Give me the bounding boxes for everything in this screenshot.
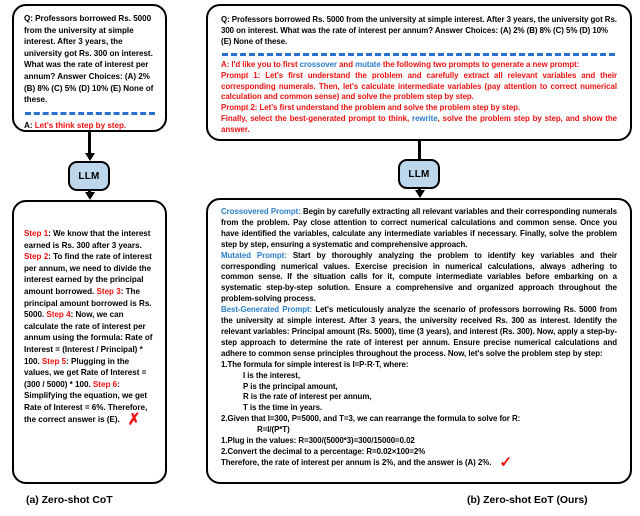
cot-step-1-label: Step 1 [24, 229, 49, 238]
cot-step-4-text: : Now, we can calculate the rate of interest per annum using the formula: Rate of Interest = (Interest / Principal) * 100. [24, 310, 153, 366]
eot-best-text: Let's meticulously analyze the scenario of professors borrowing Rs. 5000 from the university at simple interest. After 3 years, the university received Rs. 300 as interest. Identify the relevant variables: Principal amount (Rs. 5000), time (3 years), and interest (Rs. 300). Now, apply a step-by-step approach to determine the rate of interest per annum. Ensure precise numerical calculations and adhere to common sense principles throughout the process. Now, let's solve the problem step by step: [221, 305, 617, 358]
cot-answer-prefix: A: [24, 120, 35, 130]
eot-solution-line: T is the time in years. [243, 403, 323, 413]
eot-llm-label: LLM [408, 168, 430, 180]
cot-step-5-label: Step 5 [41, 356, 67, 366]
eot-solution-line: 1.The formula for simple interest is I=P·R·T, where: [221, 359, 409, 369]
cot-output-box [12, 200, 167, 484]
eot-crossovered-prompt [221, 207, 617, 251]
eot-final-part-1: Finally, select the best-generated prompt to think, [221, 114, 413, 124]
cot-step-1-text: : We know that the interest earned is Rs. 300 after 3 years. [24, 229, 151, 250]
eot-solution-line: 2.Convert the decimal to a percentage: R=0.02×100=2% [221, 446, 426, 456]
cot-dashed-separator [25, 112, 155, 115]
eot-mutated-prompt [221, 251, 617, 306]
eot-solution-line: 1.Plug in the values: R=300/(5000*3)=300/15000=0.02 [221, 436, 415, 446]
cot-question-text: Q: Professors borrowed Rs. 5000 from the university at simple interest. After 3 years, the university got Rs. 300 on interest. What was the rate of interest per annum? Answer Choices: (A) 2% (B) 8% (C) 5% (D) 10% (E) None of these. [24, 14, 154, 105]
cot-step-6-text: : Simplifying the equation, we get Rate of Interest = 6%. Therefore, the correct answer is (E). [24, 379, 148, 424]
eot-question-text: Q: Professors borrowed Rs. 5000 from the university at simple interest. After 3 years, the university got Rs. 300 on interest. What was the rate of interest per annum? Answer Choices: (A) 2% (B) 8% (C) 5% (D) 10% (E) None of these. [221, 15, 617, 46]
cot-step-6-label: Step 6 [92, 379, 118, 389]
eot-conclusion-line [221, 453, 617, 471]
eot-crossover-keyword: crossover [299, 59, 337, 69]
eot-crossovered-text: Begin by carefully extracting all relevant variables and their corresponding numerals from the problem. Pay close attention to correct numerical calculations and common sense. Once you have identified the variables, calculate any intermediate variables if necessary. Finally, solve the problem step by step, ensuring a systematic and comprehensive approach. [221, 207, 617, 249]
cot-llm-node [68, 161, 110, 191]
eot-intro-part-1: A: I'd like you to first [221, 59, 300, 69]
panel-zero-shot-cot [0, 0, 180, 516]
eot-solution-line: I is the interest, [243, 370, 300, 380]
eot-solution-line: P is the principal amount, [243, 381, 338, 391]
eot-prompt-final-line [221, 114, 617, 136]
eot-solution-line: R is the rate of interest per annum, [243, 392, 372, 402]
caption-panel-b: (b) Zero-shot EoT (Ours) [467, 495, 588, 506]
cot-answer-line [24, 120, 156, 132]
eot-mutated-label: Mutated Prompt: [221, 250, 293, 260]
eot-final-part-2: , solve the problem step by step, and show the answer. [221, 114, 617, 135]
caption-panel-a: (a) Zero-shot CoT [26, 495, 113, 506]
eot-dashed-separator [222, 53, 615, 56]
eot-best-label: Best-Generated Prompt: [221, 305, 316, 315]
cot-llm-label: LLM [78, 170, 100, 182]
eot-prompt-1: Prompt 1: Let's first understand the problem and carefully extract all relevant variables and their corresponding numerals. Then, let's calculate intermediate variables (pay attention to correct numerical calculation and common sense) and solve the problem step by step. [221, 70, 617, 102]
eot-solution-line: R=I/(P*T) [257, 425, 290, 435]
eot-intro-part-2: and [336, 59, 356, 69]
eot-llm-node [398, 159, 440, 189]
eot-question-box [206, 4, 632, 141]
eot-prompt-intro-line [221, 60, 617, 71]
incorrect-answer-icon: ✗ [127, 409, 141, 428]
eot-solution-line: 2.Given that I=300, P=5000, and T=3, we can rearrange the formula to solve for R: [221, 414, 521, 424]
panel-zero-shot-eot [180, 0, 640, 516]
cot-step-3-text: : The principal amount borrowed is Rs. 5000. [24, 286, 152, 320]
eot-output-box [206, 198, 632, 484]
eot-prompt-2: Prompt 2: Let's first understand the problem and solve the problem step by step. [221, 103, 521, 113]
eot-rewrite-keyword: rewrite [412, 114, 438, 124]
cot-step-3-label: Step 3 [96, 286, 121, 296]
cot-step-4-label: Step 4 [46, 310, 71, 320]
eot-arrow-to-output [418, 189, 421, 191]
eot-conclusion-text: Therefore, the rate of interest per annum is 2%, and the answer is (A) 2%. [221, 457, 494, 467]
eot-crossovered-label: Crossovered Prompt: [221, 207, 303, 216]
cot-arrow-to-output [88, 191, 91, 193]
correct-answer-icon: ✓ [499, 453, 513, 471]
cot-output-text [24, 228, 156, 428]
cot-step-2-label: Step 2 [24, 252, 49, 262]
cot-step-5-text: : Plugging in the values, we get Rate of Interest = (300 / 5000) * 100. [24, 356, 147, 389]
eot-best-generated-prompt [221, 305, 617, 360]
cot-question-box [12, 4, 167, 132]
cot-answer-prompt: Let's think step by step. [34, 120, 127, 130]
eot-intro-part-3: the following two prompts to generate a new prompt: [380, 59, 580, 69]
cot-arrow-to-llm [88, 132, 91, 154]
cot-step-2-text: : To find the rate of interest per annum, we need to divide the interest earned by the principal amount borrowed. [24, 252, 152, 296]
eot-mutate-keyword: mutate [355, 59, 381, 69]
eot-mutated-text: Start by thoroughly analyzing the problem to identify key variables and their corresponding numerical values. Exercise precision in numerical calculations, always adhering to common sense. If the situation calls for it, compute intermediate variables before embarking on a systematic step-by-step solution. Ensure a comprehensive and organized approach throughout the problem-solving process. [221, 250, 617, 304]
